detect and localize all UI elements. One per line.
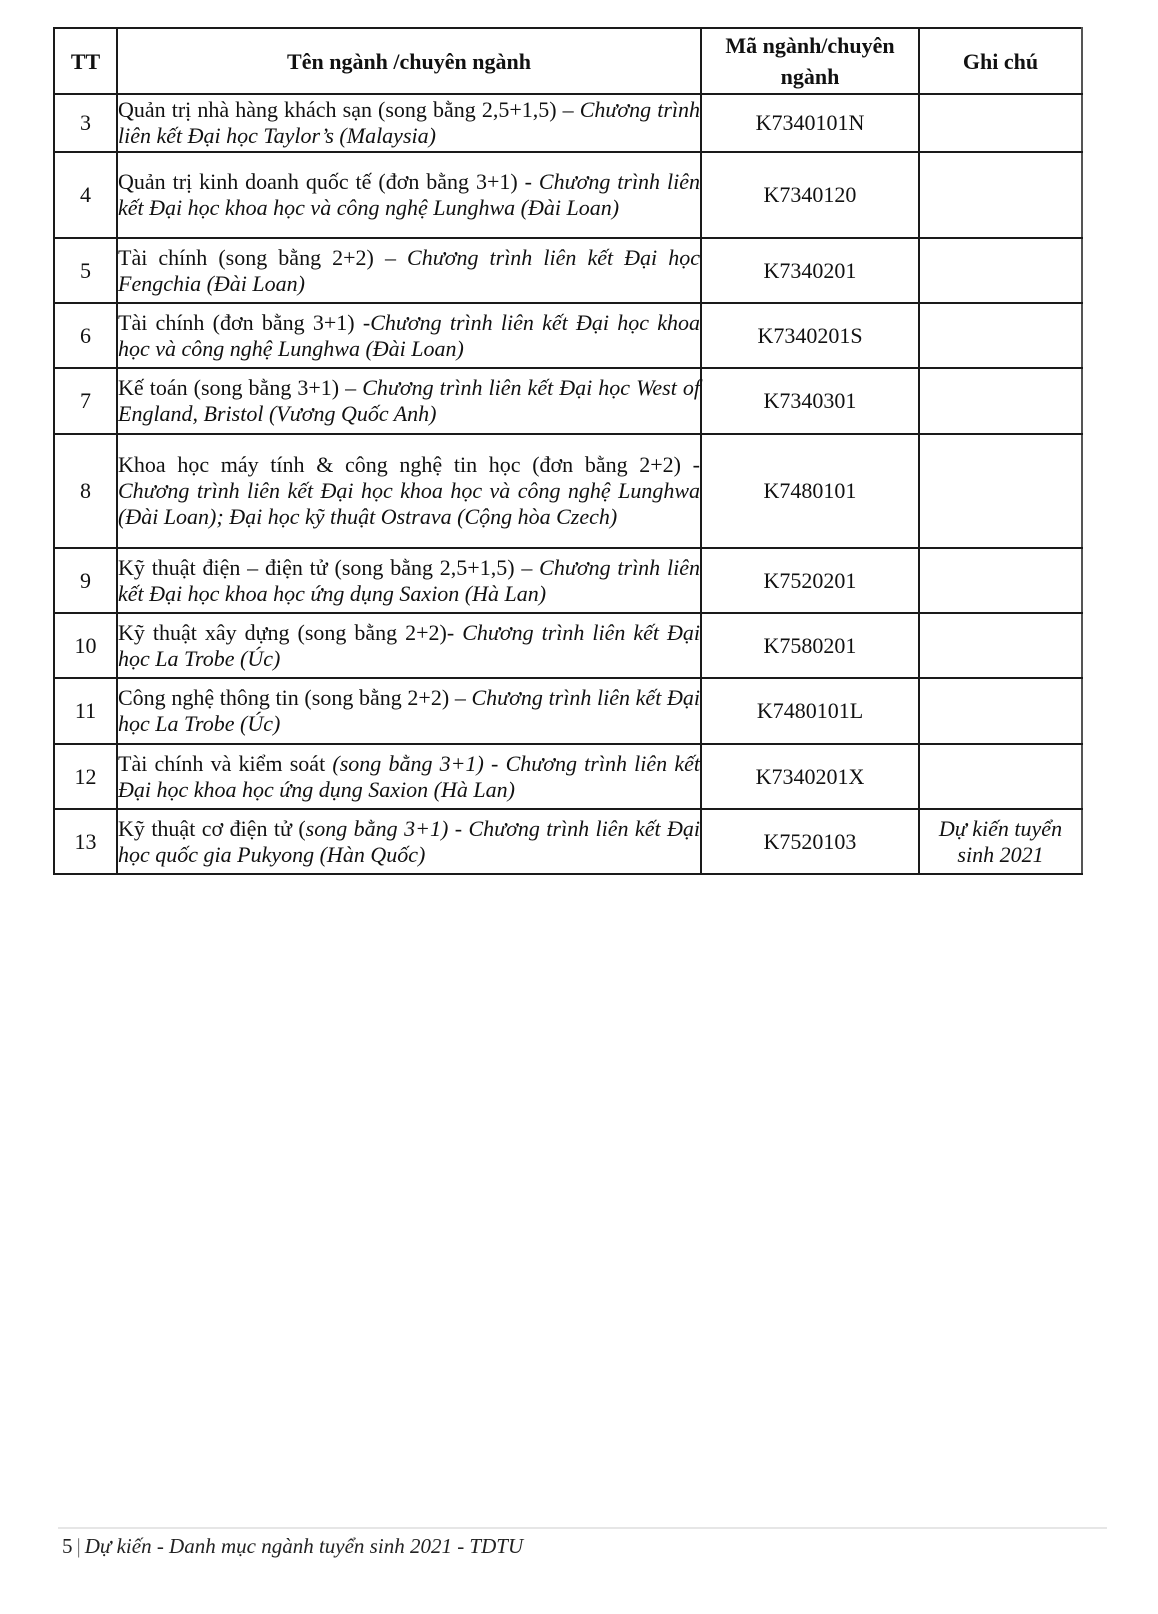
name-regular: Kỹ thuật xây dựng (song bằng 2+2)- — [118, 619, 463, 645]
row-code: K7340301 — [701, 368, 919, 434]
name-regular: Khoa học máy tính & công nghệ tin học (đơn bằng 2+2) - — [118, 452, 700, 477]
header-tt: TT — [54, 28, 117, 94]
header-code: Mã ngành/chuyên ngành — [701, 28, 919, 94]
table-row — [54, 94, 1082, 152]
table-row — [54, 303, 1082, 368]
table-row — [54, 744, 1082, 809]
name-regular: Công nghệ thông tin (song bằng 2+2) – — [118, 685, 472, 710]
row-tt: 5 — [54, 238, 117, 303]
row-note-expected-2021: Dự kiến tuyển sinh 2021 — [919, 809, 1082, 874]
footer-divider — [58, 1527, 1107, 1529]
name-italic: Chương trình liên kết Đại học khoa học và công nghệ Lunghwa (Đài Loan); Đại học kỹ thuật Ostrava (Cộng hòa Czech) — [118, 478, 700, 529]
table-header-row — [54, 28, 1082, 94]
row-name — [117, 744, 701, 809]
row-name — [117, 548, 701, 613]
row-name — [117, 303, 701, 368]
row-tt: 3 — [54, 94, 117, 152]
row-note — [919, 303, 1082, 368]
name-italic: Chương trình liên kết Đại học Taylor’s (Malaysia) — [118, 97, 700, 148]
row-note — [919, 238, 1082, 303]
table-row — [54, 238, 1082, 303]
name-regular: Kỹ thuật cơ điện tử ( — [118, 815, 306, 841]
name-italic: Chương trình liên kết Đại học khoa học và công nghệ Lunghwa (Đài Loan) — [118, 169, 700, 220]
footer-title: Dự kiến - Danh mục ngành tuyển sinh 2021 - TDTU — [84, 1534, 524, 1558]
row-name — [117, 809, 701, 874]
row-code: K7520201 — [701, 548, 919, 613]
footer-separator: | — [76, 1534, 81, 1558]
table-row — [54, 678, 1082, 744]
row-name — [117, 434, 701, 548]
row-code: K7340201X — [701, 744, 919, 809]
name-regular: Kỹ thuật điện – điện tử (song bằng 2,5+1,5) – — [118, 554, 540, 580]
page-footer — [62, 1532, 523, 1560]
table-row — [54, 368, 1082, 434]
row-note — [919, 94, 1082, 152]
name-italic: Chương trình liên kết Đại học khoa học và công nghệ Lunghwa (Đài Loan) — [118, 309, 700, 361]
name-italic: (song bằng 3+1) - Chương trình liên kết Đại học khoa học ứng dụng Saxion (Hà Lan) — [118, 750, 701, 802]
table-row — [54, 152, 1082, 238]
name-italic: Chương trình liên kết Đại học La Trobe (Úc) — [118, 619, 700, 671]
row-note — [919, 152, 1082, 238]
header-note: Ghi chú — [919, 28, 1082, 94]
name-italic: Chương trình liên kết Đại học Fengchia (Đài Loan) — [118, 244, 700, 296]
row-name — [117, 368, 701, 434]
name-italic: Chương trình liên kết Đại học West of England, Bristol (Vương Quốc Anh) — [118, 375, 701, 426]
row-code: K7340120 — [701, 152, 919, 238]
row-name — [117, 94, 701, 152]
row-code: K7480101 — [701, 434, 919, 548]
row-tt: 8 — [54, 434, 117, 548]
row-code: K7480101L — [701, 678, 919, 744]
name-regular: Tài chính (song bằng 2+2) – — [118, 244, 408, 270]
row-tt: 4 — [54, 152, 117, 238]
row-note — [919, 434, 1082, 548]
majors-table — [53, 27, 1083, 875]
row-tt: 7 — [54, 368, 117, 434]
row-note — [919, 368, 1082, 434]
row-note — [919, 613, 1082, 678]
row-tt: 9 — [54, 548, 117, 613]
row-code: K7580201 — [701, 613, 919, 678]
name-regular: Kế toán (song bằng 3+1) – — [118, 375, 363, 400]
row-tt: 11 — [54, 678, 117, 744]
name-regular: Tài chính (đơn bằng 3+1) - — [118, 309, 371, 335]
row-name — [117, 678, 701, 744]
name-italic: Chương trình liên kết Đại học khoa học ứng dụng Saxion (Hà Lan) — [118, 554, 700, 606]
row-tt: 10 — [54, 613, 117, 678]
row-name — [117, 238, 701, 303]
row-note — [919, 678, 1082, 744]
table-row — [54, 548, 1082, 613]
page-number: 5 — [62, 1534, 73, 1558]
row-name — [117, 152, 701, 238]
header-name: Tên ngành /chuyên ngành — [117, 28, 701, 94]
table-row — [54, 809, 1082, 874]
row-code: K7340201S — [701, 303, 919, 368]
name-regular: Tài chính và kiểm soát — [118, 750, 333, 776]
table-row — [54, 613, 1082, 678]
row-tt: 6 — [54, 303, 117, 368]
name-regular: Quản trị nhà hàng khách sạn (song bằng 2,5+1,5) – — [118, 97, 580, 122]
row-tt: 13 — [54, 809, 117, 874]
row-tt: 12 — [54, 744, 117, 809]
row-code: K7340101N — [701, 94, 919, 152]
row-name — [117, 613, 701, 678]
name-regular: Quản trị kinh doanh quốc tế (đơn bằng 3+1) - — [118, 169, 539, 194]
row-note — [919, 548, 1082, 613]
table-row — [54, 434, 1082, 548]
row-code: K7340201 — [701, 238, 919, 303]
name-italic: Chương trình liên kết Đại học La Trobe (Úc) — [118, 685, 700, 736]
name-italic: song bằng 3+1) - Chương trình liên kết Đại học quốc gia Pukyong (Hàn Quốc) — [118, 815, 701, 867]
row-note — [919, 744, 1082, 809]
row-code: K7520103 — [701, 809, 919, 874]
